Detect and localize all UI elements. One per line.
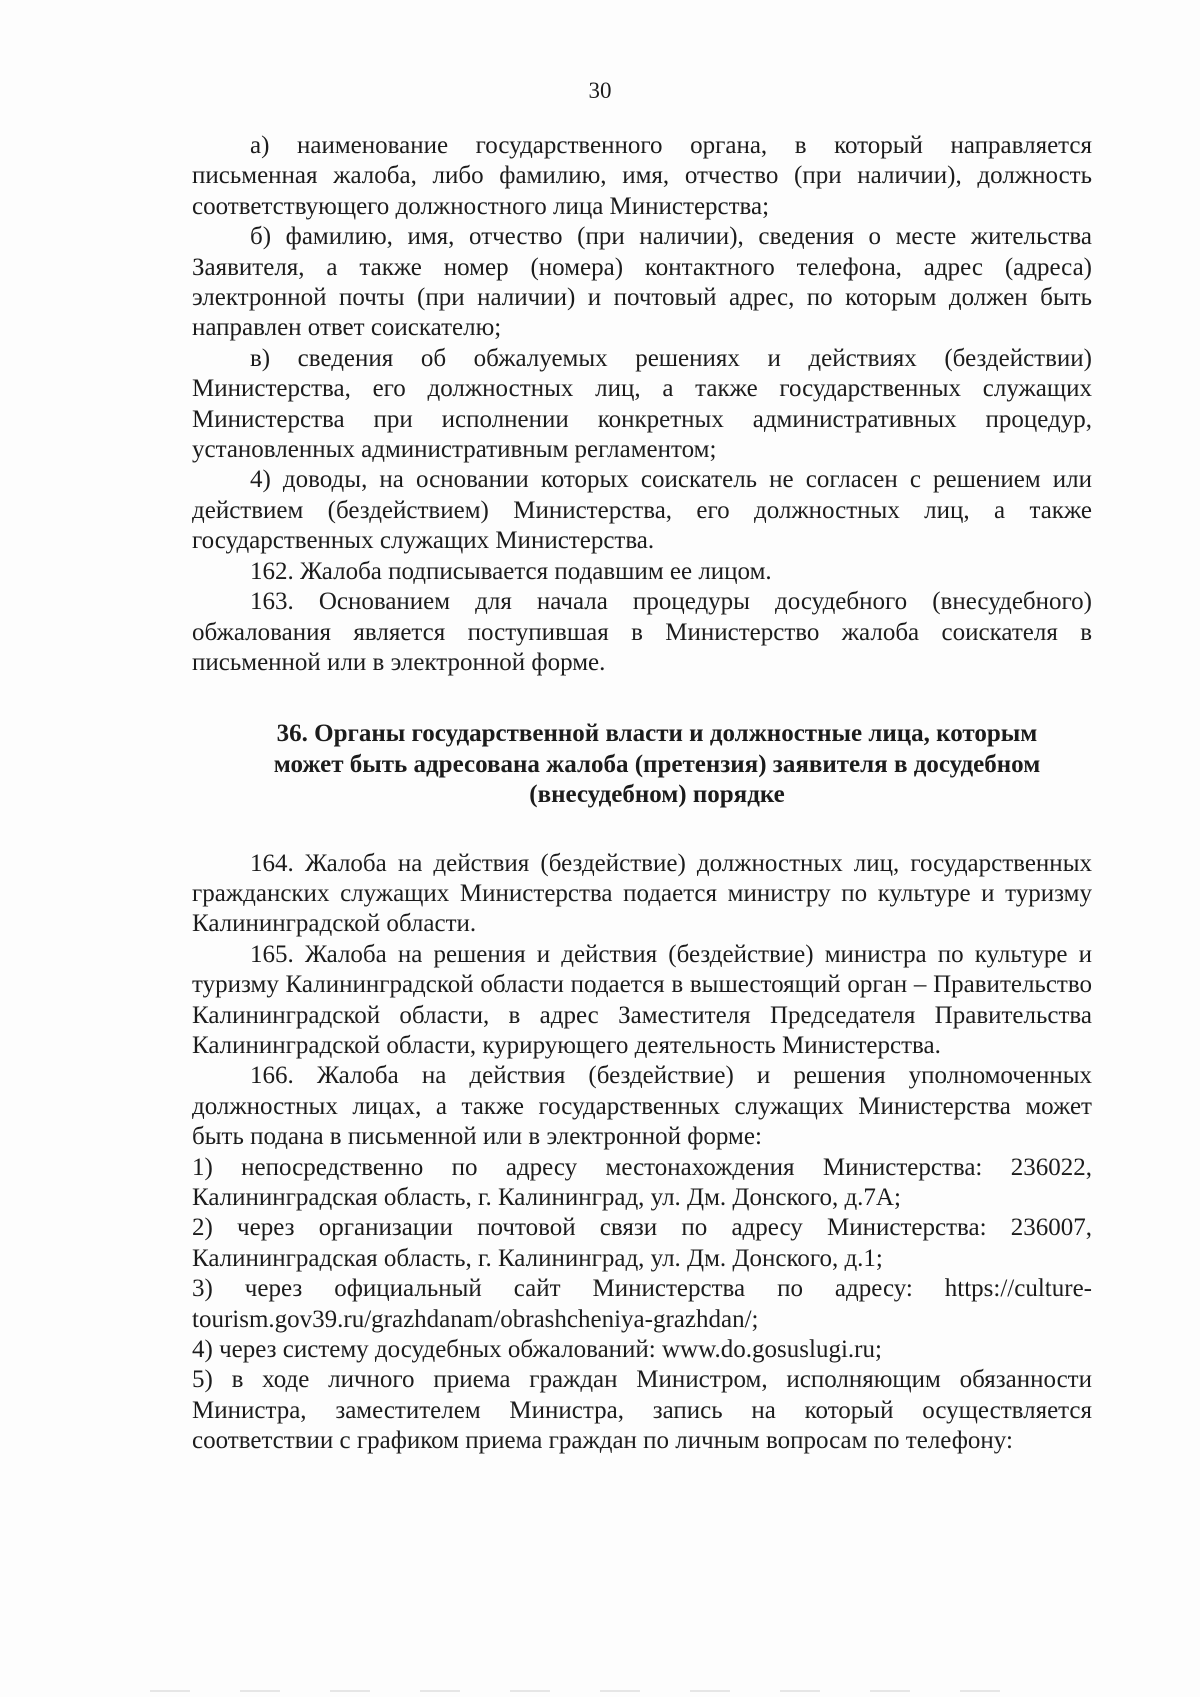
paragraphs-before-heading (192, 131, 1092, 678)
paragraph: в) сведения об обжалуемых решениях и действиях (бездействии) Министерства, его должностных лиц, а также государственных служащих Министерства при исполнении конкретных административных процедур, установленных административным регламентом; (192, 344, 1092, 464)
paragraph: 4) через систему досудебных обжалований: www.do.gosuslugi.ru; (192, 1336, 882, 1364)
section-heading-line: 36. Органы государственной власти и должностные лица, которым (276, 720, 1038, 748)
paragraph: 163. Основанием для начала процедуры досудебного (внесудебного) обжалования является поступившая в Министерство жалоба соискателя в письменной или в электронной форме. (192, 588, 1092, 676)
paragraph: а) наименование государственного органа, в который направляется письменная жалоба, либо фамилию, имя, отчество (при наличии), должность соответствующего должностного лица Министерства; (192, 132, 1092, 220)
paragraph: б) фамилию, имя, отчество (при наличии), сведения о месте жительства Заявителя, а также номер (номера) контактного телефона, адрес (адреса) электронной почты (при наличии) и почтовый адрес, по которым должен быть направлен ответ соискателю; (192, 223, 1092, 342)
paragraph: 5) в ходе личного приема граждан Министром, исполняющим обязанности Министра, заместителем Министра, запись на который осуществляется соответствии с графиком приема граждан по личным вопросам по телефону: (192, 1366, 1092, 1455)
document-body (192, 131, 1092, 1457)
paragraph: 1) непосредственно по адресу местонахождения Министерства: 236022, Калининградская область, г. Калининград, ул. Дм. Донского, д.7А; (192, 1153, 1092, 1211)
paragraphs-after-heading (192, 849, 1092, 1457)
page-number: 30 (588, 78, 612, 103)
paragraph: 162. Жалоба подписывается подавшим ее лицом. (250, 557, 772, 585)
paragraph: 2) через организации почтовой связи по адресу Министерства: 236007, Калининградская область, г. Калининград, ул. Дм. Донского, д.1; (192, 1214, 1092, 1272)
paragraph: 166. Жалоба на действия (бездействие) и решения уполномоченных должностных лицах, а также государственных служащих Министерства может быть подана в письменной или в электронной форме: (192, 1062, 1092, 1151)
paragraph: 165. Жалоба на решения и действия (бездействие) министра по культуре и туризму Калининградской области подается в вышестоящий орган – Правительство Калининградской области, в адрес Заместителя Председателя Правительства Калининградской области, курирующего деятельность Министерства. (192, 940, 1092, 1059)
paragraph: 3) через официальный сайт Министерства по адресу: https://culture-tourism.gov39.ru/grazhdanam/obrashcheniya-grazhdan/; (192, 1275, 1092, 1333)
paragraph: 4) доводы, на основании которых соискатель не согласен с решением или действием (бездействием) Министерства, его должностных лиц, а также государственных служащих Министерства. (192, 466, 1092, 555)
section-heading (192, 719, 1092, 810)
section-heading-line: может быть адресована жалоба (претензия) заявителя в досудебном (273, 750, 1041, 778)
section-heading-line: (внесудебном) порядке (529, 781, 785, 809)
scan-artifact (150, 1690, 1050, 1692)
paragraph: 164. Жалоба на действия (бездействие) должностных лиц, государственных гражданских служащих Министерства подается министру по культуре и туризму Калининградской области. (192, 849, 1092, 938)
